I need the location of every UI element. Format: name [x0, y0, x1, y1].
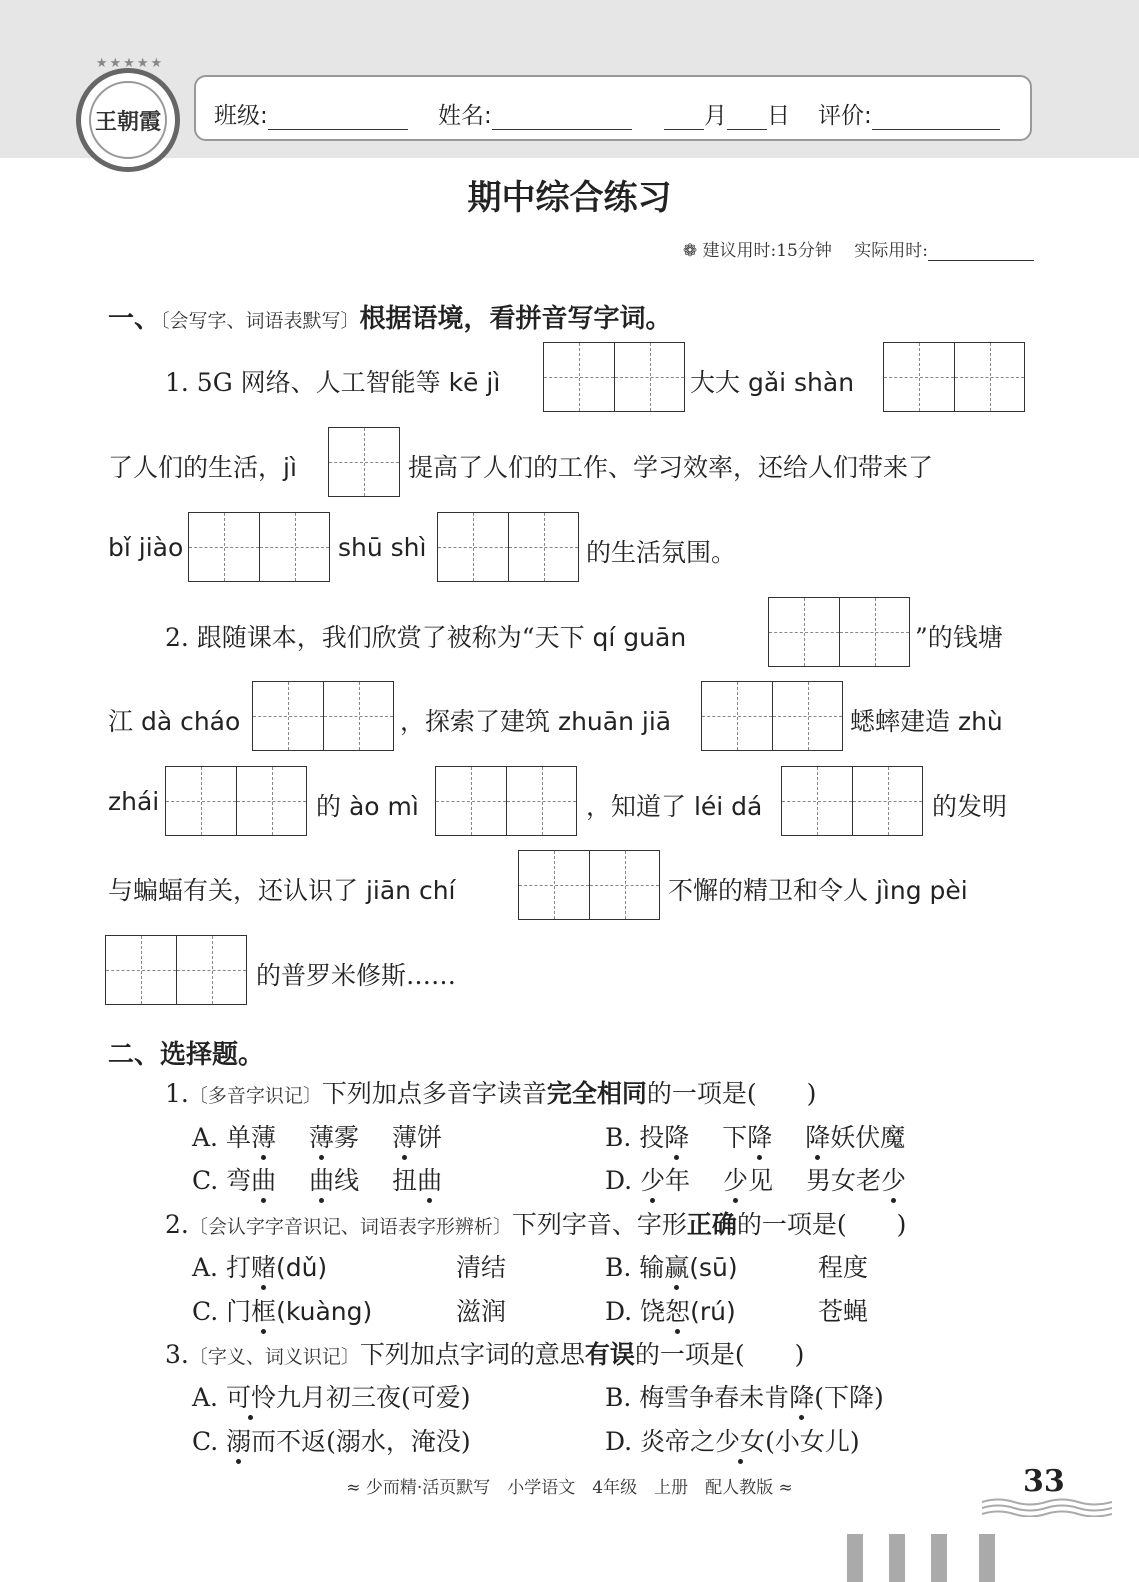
q1-option-d[interactable]: D. 少年 少见 男女老少	[605, 1161, 906, 1197]
eval-field[interactable]	[872, 105, 1000, 130]
edge-bar	[889, 1534, 905, 1582]
s1-line4b: ”的钱塘	[915, 623, 1003, 652]
answer-grid-leida[interactable]	[781, 766, 923, 836]
q1-option-b[interactable]: B. 投降 下降 降妖伏魔	[605, 1118, 905, 1154]
s1-line1b: 大大 gǎi shàn	[690, 368, 855, 397]
s1-line5b: ，探索了建筑 zhuān jiā	[400, 707, 672, 736]
name-field[interactable]	[492, 105, 632, 130]
q1-option-a[interactable]: A. 单薄 薄雾 薄饼	[192, 1118, 442, 1154]
s1-py-bijiao: bǐ jiào	[108, 533, 184, 562]
q3-option-b[interactable]: B. 梅雪争春未肯降(下降)	[605, 1378, 884, 1414]
wave-decoration-icon	[982, 1497, 1112, 1517]
answer-grid-ji[interactable]	[328, 427, 400, 497]
answer-grid-zhuanjia[interactable]	[701, 681, 843, 751]
s1-line1a: 1. 5G 网络、人工智能等 kē jì	[165, 368, 501, 397]
day-label: 日	[767, 103, 790, 129]
answer-grid-dachao[interactable]	[252, 681, 394, 751]
timing-line	[683, 236, 1034, 261]
q2-option-b[interactable]: B. 输赢(sū)	[605, 1248, 738, 1284]
actual-time-label: 实际用时:	[854, 241, 928, 261]
s1-line4a: 2. 跟随课本，我们欣赏了被称为“天下 qí guān	[165, 623, 687, 652]
answer-grid-aomi[interactable]	[435, 766, 577, 836]
answer-grid-keji[interactable]	[543, 342, 685, 412]
q2-option-a[interactable]: A. 打赌(dǔ)	[192, 1248, 327, 1284]
q3-option-c[interactable]: C. 溺而不返(溺水，淹没)	[192, 1422, 471, 1458]
q2-option-d[interactable]: D. 饶恕(rú)	[605, 1292, 736, 1328]
publisher-logo	[76, 68, 180, 172]
month-label: 月	[704, 103, 727, 129]
page-number: 33	[1023, 1464, 1065, 1499]
eval-label: 评价:	[818, 103, 872, 129]
q2-option-b-word: 程度	[818, 1253, 869, 1282]
s1-line5c: 蟋蟀建造 zhù	[850, 707, 1003, 736]
s1-line6b: 的 ào mì	[316, 792, 419, 821]
s1-py-zhai: zhái	[108, 787, 160, 816]
answer-grid-zhuzhai[interactable]	[165, 766, 307, 836]
s1-line6d: 的发明	[932, 792, 1008, 821]
page-title: 期中综合练习	[467, 178, 672, 218]
edge-bar	[847, 1534, 863, 1582]
q2-option-c[interactable]: C. 门框(kuàng)	[192, 1292, 372, 1328]
logo-stars-icon: ★★★★★	[95, 56, 165, 71]
answer-grid-jingpei[interactable]	[105, 935, 247, 1005]
s1-line5a: 江 dà cháo	[108, 707, 241, 736]
q1-stem: 1.〔多音字识记〕下列加点多音字读音完全相同的一项是( )	[165, 1079, 817, 1108]
s1-line3b: 的生活氛围。	[586, 538, 737, 567]
s1-line2b: 提高了人们的工作、学习效率，还给人们带来了	[408, 453, 934, 482]
s1-line6c: ，知道了 léi dá	[586, 792, 763, 821]
s1-line2a: 了人们的生活，jì	[108, 453, 297, 482]
s1-py-shushi: shū shì	[338, 533, 427, 562]
class-label: 班级:	[214, 103, 268, 129]
q2-stem: 2.〔会认字字音识记、词语表字形辨析〕下列字音、字形正确的一项是( )	[165, 1210, 907, 1239]
answer-grid-qiguan[interactable]	[768, 597, 910, 667]
edge-bar	[979, 1534, 995, 1582]
s1-line7a: 与蝙蝠有关，还认识了 jiān chí	[108, 876, 456, 905]
student-info-bar	[194, 75, 1032, 141]
month-field[interactable]	[664, 105, 704, 130]
q2-option-a-word: 清结	[456, 1253, 507, 1282]
q3-option-d[interactable]: D. 炎帝之少女(小女儿)	[605, 1422, 860, 1458]
q2-option-c-word: 滋润	[456, 1297, 507, 1326]
suggested-time: 建议用时:15分钟	[702, 241, 832, 261]
actual-time-field[interactable]	[928, 242, 1034, 261]
class-field[interactable]	[268, 105, 408, 130]
q2-option-d-word: 苍蝇	[818, 1297, 869, 1326]
answer-grid-gaishan[interactable]	[883, 342, 1025, 412]
section1-heading: 一、〔会写字、词语表默写〕根据语境，看拼音写字词。	[108, 304, 672, 334]
day-field[interactable]	[727, 105, 767, 130]
logo-text: 王朝霞	[89, 81, 167, 159]
clock-icon: ❁	[682, 241, 698, 261]
s1-line7b: 不懈的精卫和令人 jìng pèi	[668, 876, 968, 905]
answer-grid-bijiao[interactable]	[188, 512, 330, 582]
q1-option-c[interactable]: C. 弯曲 曲线 扭曲	[192, 1161, 442, 1197]
answer-grid-jianchi[interactable]	[518, 850, 660, 920]
edge-bar	[931, 1534, 947, 1582]
footer-text: ≈ 少而精·活页默写 小学语文 4年级 上册 配人教版 ≈	[346, 1478, 793, 1498]
answer-grid-shushi[interactable]	[437, 512, 579, 582]
q3-stem: 3.〔字义、词义识记〕下列加点字词的意思有误的一项是( )	[165, 1340, 805, 1369]
name-label: 姓名:	[438, 103, 492, 129]
section2-heading: 二、选择题。	[108, 1040, 265, 1070]
q3-option-a[interactable]: A. 可怜九月初三夜(可爱)	[192, 1378, 470, 1414]
s1-line8: 的普罗米修斯……	[256, 961, 457, 990]
